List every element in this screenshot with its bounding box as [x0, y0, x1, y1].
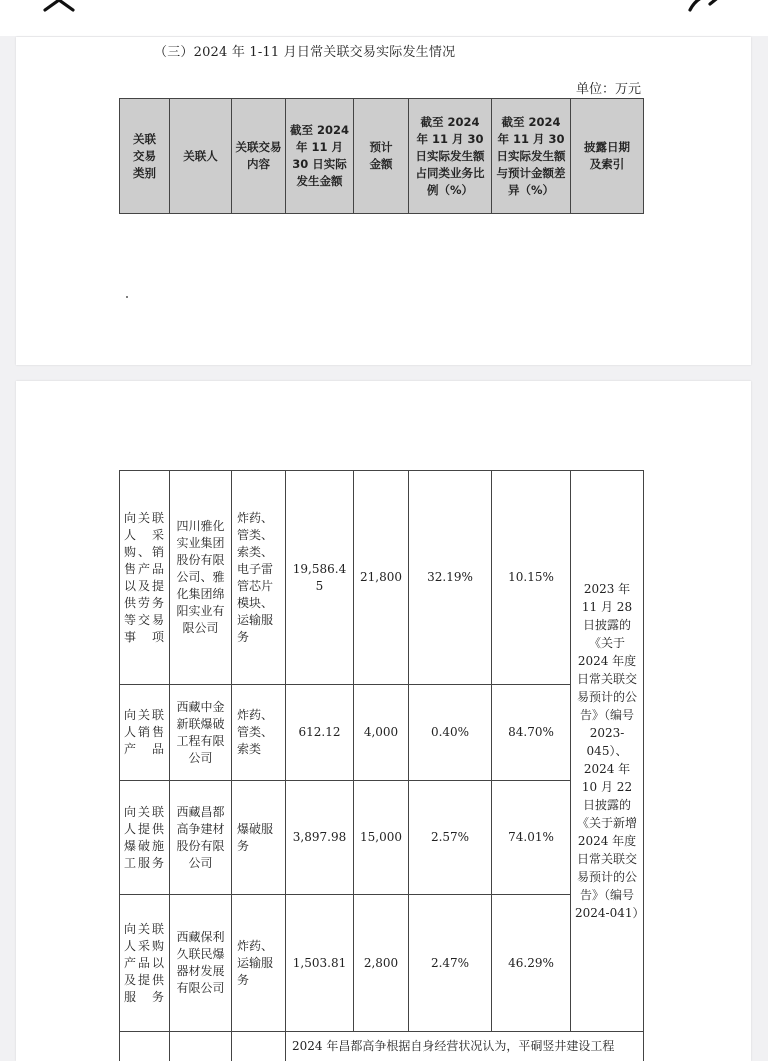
table-row: [120, 895, 644, 1032]
row-diff: 74.01%: [492, 781, 571, 895]
close-icon[interactable]: [42, 0, 78, 12]
document-page-1: [16, 37, 751, 365]
share-icon[interactable]: [686, 0, 726, 12]
row-diff: 10.15%: [492, 471, 571, 685]
row-estimated: 15,000: [354, 781, 409, 895]
row-diff: 46.29%: [492, 895, 571, 1032]
row-estimated: 4,000: [354, 685, 409, 781]
top-bar: [0, 0, 768, 36]
row-content: 炸药、运输服务: [232, 895, 286, 1032]
row-party: 西藏中金新联爆破工程有限公司: [170, 685, 232, 781]
header-diff: 截至 2024 年 11 月 30 日实际发生额与预计金额差异（%）: [492, 99, 571, 214]
disclosure-index: 2023 年 11 月 28 日披露的《关于 2024 年度日常关联交易预计的公告》（编号 2023-045）、2024 年 10 月 22 日披露的《关于新增 2024 年度日常关联交易预计的公告》（编号 2024-041）: [571, 471, 644, 1032]
table-row: [120, 781, 644, 895]
document-page-2: [16, 381, 751, 1061]
row-ratio: 2.47%: [409, 895, 492, 1032]
row-ratio: 32.19%: [409, 471, 492, 685]
partial-note: 2024 年昌都高争根据自身经营状况认为，平硐竖井建设工程: [292, 1038, 637, 1055]
row-category: 向关联人提供爆破施工服务: [120, 781, 170, 895]
stray-mark: [126, 296, 128, 298]
row-category: 向关联人销售产品: [120, 685, 170, 781]
row-party: 四川雅化实业集团股份有限公司、雅化集团绵阳实业有限公司: [170, 471, 232, 685]
row-content: 炸药、管类、索类、电子雷管芯片模块、运输服务: [232, 471, 286, 685]
header-party: 关联人: [170, 99, 232, 214]
header-estimated: 预计金额: [354, 99, 409, 214]
section-title: （三）2024 年 1-11 月日常关联交易实际发生情况: [154, 41, 455, 60]
row-actual: 3,897.98: [286, 781, 354, 895]
table-row: [120, 1032, 644, 1061]
row-content: 爆破服务: [232, 781, 286, 895]
row-category: 向关联人采购产品以及提供服务: [120, 895, 170, 1032]
row-party: 西藏保利久联民爆器材发展有限公司: [170, 895, 232, 1032]
header-disclosure: 披露日期及索引: [571, 99, 644, 214]
transaction-table: [119, 470, 644, 1061]
transaction-table-header: [119, 98, 644, 214]
header-category: 关联交易类别: [120, 99, 170, 214]
row-estimated: 21,800: [354, 471, 409, 685]
table-row: [120, 471, 644, 685]
row-party: 西藏昌都高争建材股份有限公司: [170, 781, 232, 895]
header-ratio: 截至 2024 年 11 月 30 日实际发生额占同类业务比例（%）: [409, 99, 492, 214]
row-actual: 1,503.81: [286, 895, 354, 1032]
row-actual: 612.12: [286, 685, 354, 781]
row-content: 炸药、管类、索类: [232, 685, 286, 781]
unit-label: 单位：万元: [576, 78, 641, 97]
row-actual: 19,586.45: [286, 471, 354, 685]
row-ratio: 2.57%: [409, 781, 492, 895]
row-estimated: 2,800: [354, 895, 409, 1032]
header-actual-amount: 截至 2024 年 11 月 30 日实际发生金额: [286, 99, 354, 214]
row-ratio: 0.40%: [409, 685, 492, 781]
row-diff: 84.70%: [492, 685, 571, 781]
table-row: [120, 685, 644, 781]
row-category: 向关联人采购、销售产品以及提供劳务等交易事项: [120, 471, 170, 685]
header-content: 关联交易内容: [232, 99, 286, 214]
